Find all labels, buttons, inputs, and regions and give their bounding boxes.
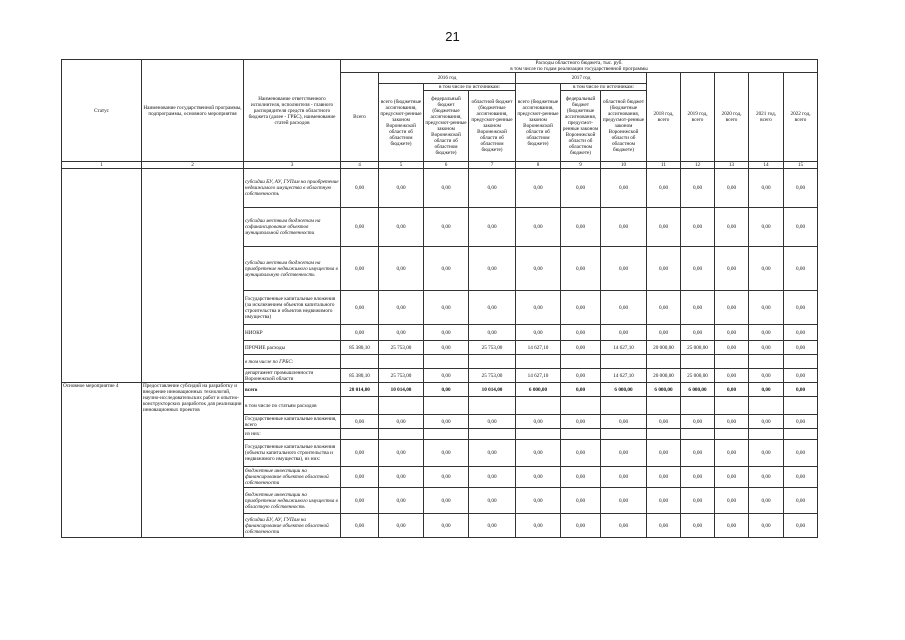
- row-label: департамент промышленности Воронежской области: [244, 369, 341, 383]
- col-num: 7: [469, 162, 516, 169]
- value-cell: 0,00: [601, 488, 647, 514]
- value-cell: 0,00: [647, 415, 681, 429]
- row-label: в том числе по ГРБС:: [244, 355, 341, 369]
- value-cell: 0,00: [749, 467, 784, 488]
- value-cell: 0,00: [424, 325, 469, 341]
- value-cell: 0,00: [647, 440, 681, 467]
- value-cell: 0,00: [715, 467, 749, 488]
- value-cell: 0,00: [516, 415, 561, 429]
- row-label: бюджетные инвестиции на приобретение недвижимого имущества в областную собственность: [244, 488, 341, 514]
- header-program: Наименование государственной программы, подпрограммы, основного мероприятия: [142, 60, 244, 162]
- value-cell: [681, 397, 715, 415]
- value-cell: 0,00: [561, 169, 601, 208]
- value-cell: 0,00: [647, 247, 681, 291]
- budget-table: [61, 59, 818, 538]
- header-executor: Наименование ответственного исполнителя, исполнителя - главного распорядителя средств областного бюджета (далее - ГРБС), наименование статей расходов: [244, 60, 341, 162]
- row-label: бюджетные инвестиции на финансирование объектов областной собственности: [244, 467, 341, 488]
- value-cell: 0,00: [379, 467, 424, 488]
- col-num: 13: [715, 162, 749, 169]
- header-2016-fed: федеральный бюджет (бюджетные ассигнования, предусмот-ренные законом Воронежской области об областном бюджете): [424, 91, 469, 162]
- col-num: 4: [341, 162, 379, 169]
- value-cell: 25 753,00: [379, 369, 424, 383]
- value-cell: 0,00: [516, 208, 561, 247]
- value-cell: 25 753,00: [379, 341, 424, 355]
- header-2020: 2020 год, всего: [715, 73, 749, 162]
- value-cell: [601, 429, 647, 440]
- value-cell: 10 014,00: [379, 383, 424, 397]
- value-cell: 0,00: [749, 247, 784, 291]
- value-cell: 0,00: [681, 325, 715, 341]
- value-cell: [749, 429, 784, 440]
- value-cell: [561, 397, 601, 415]
- col-num: 14: [749, 162, 784, 169]
- value-cell: 20 000,00: [647, 369, 681, 383]
- row-label: Государственные капитальные вложения (за исключением объектов капитального строительства и объектов недвижимого имущества): [244, 291, 341, 325]
- value-cell: 0,00: [749, 440, 784, 467]
- value-cell: 0,00: [749, 369, 784, 383]
- value-cell: 0,00: [715, 291, 749, 325]
- value-cell: 0,00: [601, 514, 647, 538]
- col-num: 3: [244, 162, 341, 169]
- value-cell: 0,00: [601, 467, 647, 488]
- value-cell: 0,00: [784, 440, 818, 467]
- value-cell: 14 627,10: [601, 369, 647, 383]
- value-cell: 0,00: [561, 208, 601, 247]
- col-num: 1: [62, 162, 142, 169]
- header-2021: 2021 год, всего: [749, 73, 784, 162]
- value-cell: 0,00: [424, 383, 469, 397]
- value-cell: 0,00: [715, 208, 749, 247]
- header-2017-reg: областной бюджет (бюджетные ассигнования, предусмот-ренные законом Воронежской области об областном бюджете): [601, 91, 647, 162]
- value-cell: 6 000,00: [601, 383, 647, 397]
- value-cell: 0,00: [424, 169, 469, 208]
- value-cell: 0,00: [469, 440, 516, 467]
- value-cell: 0,00: [379, 488, 424, 514]
- header-2016-total: всего (бюджетные ассигнования, предусмот-ренные законом Воронежской области об областном бюджете): [379, 84, 424, 162]
- row-label: Государственные капитальные вложения (объекты капитального строительства и недвижимого имущества), из них:: [244, 440, 341, 467]
- value-cell: 0,00: [681, 488, 715, 514]
- value-cell: [516, 397, 561, 415]
- value-cell: [341, 397, 379, 415]
- value-cell: 0,00: [379, 325, 424, 341]
- value-cell: [341, 429, 379, 440]
- value-cell: 0,00: [749, 325, 784, 341]
- value-cell: 0,00: [516, 514, 561, 538]
- value-cell: 0,00: [379, 514, 424, 538]
- value-cell: 0,00: [715, 325, 749, 341]
- value-cell: 14 627,10: [516, 369, 561, 383]
- value-cell: 0,00: [784, 325, 818, 341]
- value-cell: 0,00: [647, 325, 681, 341]
- value-cell: [601, 355, 647, 369]
- value-cell: 10 014,00: [469, 383, 516, 397]
- col-num: 8: [516, 162, 561, 169]
- value-cell: [715, 355, 749, 369]
- value-cell: 0,00: [516, 325, 561, 341]
- value-cell: 0,00: [379, 440, 424, 467]
- value-cell: [749, 397, 784, 415]
- value-cell: 0,00: [516, 247, 561, 291]
- header-2017-sources: в том числе по источникам:: [561, 84, 647, 91]
- header-total: Всего: [341, 73, 379, 162]
- value-cell: [784, 355, 818, 369]
- value-cell: 0,00: [784, 488, 818, 514]
- budget-subtitle: в том числе по годам реализации государственной программы: [510, 66, 648, 72]
- col-num: 12: [681, 162, 715, 169]
- value-cell: 25 000,00: [681, 369, 715, 383]
- activity-status: Основное мероприятие 4: [62, 383, 142, 538]
- value-cell: 25 753,00: [469, 369, 516, 383]
- value-cell: 6 000,00: [681, 383, 715, 397]
- value-cell: 0,00: [341, 208, 379, 247]
- header-status: Статус: [62, 60, 142, 162]
- col-num: 5: [379, 162, 424, 169]
- value-cell: 0,00: [561, 291, 601, 325]
- value-cell: 0,00: [469, 325, 516, 341]
- page-number: 21: [445, 29, 460, 44]
- value-cell: 0,00: [341, 488, 379, 514]
- value-cell: 0,00: [561, 369, 601, 383]
- col-num: 11: [647, 162, 681, 169]
- value-cell: 0,00: [561, 514, 601, 538]
- value-cell: 0,00: [715, 514, 749, 538]
- value-cell: 0,00: [784, 467, 818, 488]
- value-cell: 0,00: [749, 514, 784, 538]
- value-cell: [561, 355, 601, 369]
- value-cell: 0,00: [561, 467, 601, 488]
- value-cell: 0,00: [647, 488, 681, 514]
- row-label: субсидии БУ, АУ, ГУПам на финансирование объектов областной собственности: [244, 514, 341, 538]
- value-cell: 0,00: [715, 488, 749, 514]
- value-cell: [341, 355, 379, 369]
- value-cell: 0,00: [681, 291, 715, 325]
- value-cell: 0,00: [749, 383, 784, 397]
- value-cell: 0,00: [341, 415, 379, 429]
- value-cell: 0,00: [561, 247, 601, 291]
- header-2019: 2019 год, всего: [681, 73, 715, 162]
- row-label: ПРОЧИЕ расходы: [244, 341, 341, 355]
- value-cell: [469, 429, 516, 440]
- value-cell: [715, 429, 749, 440]
- value-cell: 6 000,00: [647, 383, 681, 397]
- col-num: 15: [784, 162, 818, 169]
- col-num: 10: [601, 162, 647, 169]
- value-cell: 0,00: [469, 169, 516, 208]
- header-2016-reg: областной бюджет (бюджетные ассигнования, предусмот-ренные законом Воронежской области об областном бюджете): [469, 91, 516, 162]
- value-cell: 0,00: [715, 341, 749, 355]
- value-cell: 0,00: [341, 169, 379, 208]
- value-cell: 28 014,00: [341, 383, 379, 397]
- header-2017-fed: федеральный бюджет (бюджетные ассигнования, предусмот-ренные законом Воронежской области об областном бюджете): [561, 91, 601, 162]
- value-cell: 0,00: [715, 369, 749, 383]
- value-cell: 0,00: [341, 514, 379, 538]
- value-cell: 0,00: [561, 415, 601, 429]
- value-cell: 0,00: [424, 291, 469, 325]
- row-label: субсидии БУ, АУ, ГУПам на приобретение недвижимого имущества в областную собственность: [244, 169, 341, 208]
- value-cell: [647, 397, 681, 415]
- value-cell: 0,00: [561, 325, 601, 341]
- value-cell: 14 627,10: [516, 341, 561, 355]
- row-label: из них:: [244, 429, 341, 440]
- value-cell: 0,00: [469, 415, 516, 429]
- value-cell: 0,00: [601, 291, 647, 325]
- header-2016-sources: в том числе по источникам:: [424, 84, 516, 91]
- row-label: НИОКР: [244, 325, 341, 341]
- header-2017-total: всего (бюджетные ассигнования, предусмот-ренные законом Воронежской области об областном бюджете): [516, 84, 561, 162]
- value-cell: 0,00: [341, 291, 379, 325]
- value-cell: 0,00: [424, 247, 469, 291]
- table-row: [62, 383, 818, 397]
- value-cell: [601, 397, 647, 415]
- row-label: в том числе по статьям расходов: [244, 397, 341, 415]
- value-cell: 0,00: [784, 415, 818, 429]
- value-cell: 0,00: [516, 291, 561, 325]
- value-cell: [749, 355, 784, 369]
- value-cell: [516, 429, 561, 440]
- value-cell: [681, 355, 715, 369]
- value-cell: 0,00: [469, 467, 516, 488]
- value-cell: [424, 397, 469, 415]
- value-cell: 0,00: [601, 325, 647, 341]
- row-label: Государственные капитальные вложения, всего: [244, 415, 341, 429]
- value-cell: 25 753,00: [469, 341, 516, 355]
- value-cell: 0,00: [681, 440, 715, 467]
- value-cell: 0,00: [601, 208, 647, 247]
- value-cell: 0,00: [516, 440, 561, 467]
- value-cell: [379, 397, 424, 415]
- value-cell: 0,00: [341, 247, 379, 291]
- value-cell: 0,00: [749, 415, 784, 429]
- value-cell: 0,00: [784, 291, 818, 325]
- value-cell: 0,00: [715, 440, 749, 467]
- value-cell: 0,00: [681, 247, 715, 291]
- value-cell: 0,00: [715, 415, 749, 429]
- value-cell: 0,00: [379, 291, 424, 325]
- col-num: 2: [142, 162, 244, 169]
- value-cell: 0,00: [784, 369, 818, 383]
- value-cell: 0,00: [749, 208, 784, 247]
- value-cell: 0,00: [424, 415, 469, 429]
- value-cell: 25 000,00: [681, 341, 715, 355]
- value-cell: 0,00: [715, 383, 749, 397]
- value-cell: 0,00: [561, 488, 601, 514]
- value-cell: [715, 397, 749, 415]
- value-cell: 0,00: [424, 514, 469, 538]
- program-cell: [142, 169, 244, 383]
- row-label: всего: [244, 383, 341, 397]
- budget-title: Расходы областного бюджета, тыс. руб.: [535, 60, 623, 66]
- value-cell: [469, 355, 516, 369]
- value-cell: 85 380,10: [341, 369, 379, 383]
- value-cell: [424, 355, 469, 369]
- value-cell: 0,00: [681, 467, 715, 488]
- value-cell: 0,00: [784, 169, 818, 208]
- value-cell: 0,00: [784, 247, 818, 291]
- value-cell: 0,00: [561, 440, 601, 467]
- value-cell: 0,00: [681, 514, 715, 538]
- value-cell: [424, 429, 469, 440]
- value-cell: [647, 355, 681, 369]
- row-label: субсидии местным бюджетам на софинансирование объектов муниципальной собственности: [244, 208, 341, 247]
- col-num: 9: [561, 162, 601, 169]
- value-cell: 0,00: [784, 383, 818, 397]
- value-cell: 0,00: [424, 369, 469, 383]
- value-cell: [379, 429, 424, 440]
- status-cell: [62, 169, 142, 383]
- value-cell: 0,00: [647, 169, 681, 208]
- activity-name: Предоставление субсидий на разработку и внедрение инновационных технологий, научно-исследовательских работ и опытно-конструкторских разработок для реализации инновационных проектов: [142, 383, 244, 538]
- value-cell: 0,00: [424, 488, 469, 514]
- value-cell: [647, 429, 681, 440]
- value-cell: 0,00: [424, 341, 469, 355]
- value-cell: [379, 355, 424, 369]
- value-cell: 0,00: [715, 169, 749, 208]
- value-cell: 0,00: [715, 247, 749, 291]
- value-cell: 0,00: [681, 415, 715, 429]
- value-cell: 0,00: [516, 169, 561, 208]
- header-2018: 2018 год, всего: [647, 73, 681, 162]
- value-cell: 0,00: [647, 514, 681, 538]
- value-cell: 0,00: [379, 169, 424, 208]
- value-cell: 0,00: [379, 208, 424, 247]
- value-cell: 0,00: [424, 440, 469, 467]
- value-cell: 0,00: [341, 440, 379, 467]
- value-cell: 0,00: [647, 208, 681, 247]
- value-cell: 0,00: [784, 208, 818, 247]
- value-cell: 0,00: [341, 467, 379, 488]
- value-cell: [561, 429, 601, 440]
- header-2016: 2016 год: [379, 73, 516, 84]
- value-cell: 0,00: [749, 341, 784, 355]
- value-cell: 14 627,10: [601, 341, 647, 355]
- value-cell: 0,00: [561, 383, 601, 397]
- value-cell: 0,00: [601, 247, 647, 291]
- value-cell: 0,00: [424, 208, 469, 247]
- value-cell: 0,00: [681, 169, 715, 208]
- value-cell: 0,00: [516, 467, 561, 488]
- value-cell: [784, 429, 818, 440]
- value-cell: [784, 397, 818, 415]
- value-cell: 0,00: [424, 467, 469, 488]
- value-cell: 0,00: [561, 341, 601, 355]
- value-cell: 0,00: [647, 291, 681, 325]
- row-label: субсидии местным бюджетам на приобретение недвижимого имущества в муниципальную собственность: [244, 247, 341, 291]
- value-cell: 0,00: [469, 514, 516, 538]
- value-cell: 0,00: [601, 169, 647, 208]
- value-cell: 0,00: [469, 208, 516, 247]
- value-cell: 20 000,00: [647, 341, 681, 355]
- value-cell: 0,00: [469, 488, 516, 514]
- value-cell: 0,00: [341, 325, 379, 341]
- value-cell: 0,00: [601, 440, 647, 467]
- value-cell: 0,00: [749, 291, 784, 325]
- value-cell: 0,00: [379, 247, 424, 291]
- value-cell: 0,00: [601, 415, 647, 429]
- col-num: 6: [424, 162, 469, 169]
- value-cell: [469, 397, 516, 415]
- value-cell: 6 000,00: [516, 383, 561, 397]
- header-2017: 2017 год: [516, 73, 647, 84]
- value-cell: 0,00: [784, 514, 818, 538]
- table-row: [62, 169, 818, 208]
- value-cell: 85 380,10: [341, 341, 379, 355]
- value-cell: 0,00: [516, 488, 561, 514]
- value-cell: 0,00: [469, 247, 516, 291]
- value-cell: 0,00: [749, 488, 784, 514]
- value-cell: 0,00: [681, 208, 715, 247]
- value-cell: 0,00: [647, 467, 681, 488]
- value-cell: 0,00: [749, 169, 784, 208]
- value-cell: [516, 355, 561, 369]
- header-budget-title: [341, 60, 818, 73]
- value-cell: 0,00: [469, 291, 516, 325]
- value-cell: 0,00: [784, 341, 818, 355]
- value-cell: 0,00: [379, 415, 424, 429]
- header-2022: 2022 год, всего: [784, 73, 818, 162]
- value-cell: [681, 429, 715, 440]
